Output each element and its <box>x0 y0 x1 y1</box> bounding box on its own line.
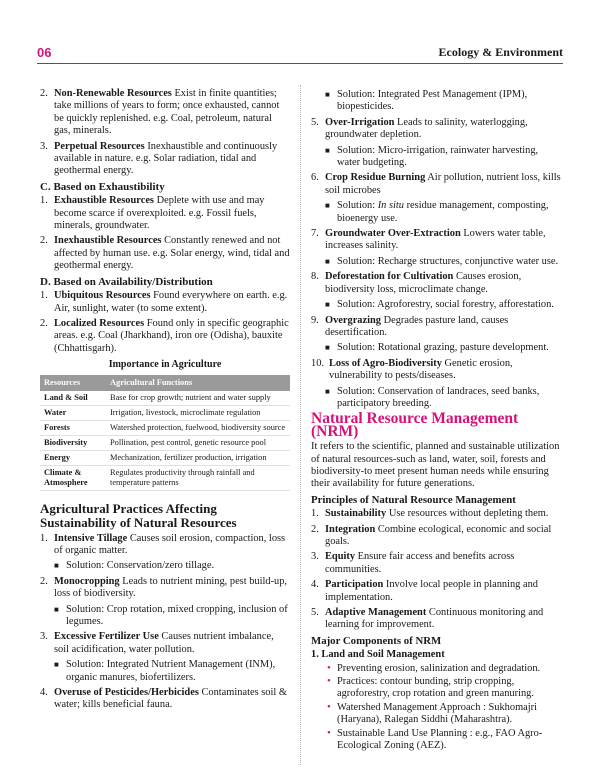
table-cell: Land & Soil <box>40 391 106 406</box>
solution-item: ■ Solution: Conservation/zero tillage. <box>54 560 215 572</box>
principles-heading: Principles of Natural Resource Management <box>311 493 516 506</box>
list-item: 8. Deforestation for Cultivation Causes erosion, biodiversity loss, microclimate change. <box>311 271 522 295</box>
table-cell: Climate & Atmosphere <box>40 465 106 490</box>
list-item: 5. Over-Irrigation Leads to salinity, waterlogging, groundwater depletion. <box>311 116 528 141</box>
list-item: 4. Participation Involve local people in planning and implementation. <box>311 579 538 603</box>
bullet-icon: ■ <box>54 561 59 571</box>
solution-item: ■ Solution: Conservation of landraces, seed banks, participatory breeding. <box>325 385 540 409</box>
list-item: 2. Monocropping Leads to nutrient mining, pest build-up, loss of biodiversity. <box>40 575 288 600</box>
list-item: 6. Crop Residue Burning Air pollution, nutrient loss, kills soil microbes <box>311 172 561 196</box>
list-item: 4. Overuse of Pesticides/Herbicides Contaminates soil & water; kills beneficial fauna. <box>40 687 287 711</box>
list-item: 10. Loss of Agro-Biodiversity Genetic erosion, vulnerability to pests/diseases. <box>311 357 513 382</box>
column-divider <box>300 85 301 765</box>
agricultural-practices-heading: Agricultural Practices Affecting Sustainability of Natural Resources <box>40 500 237 530</box>
table-cell: Forests <box>40 420 106 435</box>
table-cell: Biodiversity <box>40 435 106 450</box>
table-row <box>40 391 290 406</box>
table-row <box>40 465 290 490</box>
list-item: 7. Groundwater Over-Extraction Lowers water table, increases salinity. <box>311 228 546 252</box>
table-row <box>40 420 290 435</box>
list-item: 3. Perpetual Resources Inexhaustible and continuously available in nature. e.g. Solar radiation, tidal and geothermal energy. <box>40 140 278 177</box>
bullet-icon: ■ <box>325 201 330 211</box>
table-row <box>40 450 290 465</box>
list-item: 1. Exhaustible Resources Deplete with use and may become scarce if overexploited. e.g. Fossil fuels, minerals, groundwater. <box>40 195 265 232</box>
components-heading: Major Components of NRM <box>311 634 442 647</box>
list-item: 1. Ubiquitous Resources Found everywhere on earth. e.g. Air, sunlight, water (to some extent). <box>40 290 288 314</box>
component-point: • Practices: contour bunding, strip cropping, agroforestry, crop rotation and green manuring. <box>327 675 534 700</box>
list-item: 5. Adaptive Management Continuous monitoring and learning for improvement. <box>311 607 544 631</box>
bullet-icon: ■ <box>54 660 59 670</box>
bullet-icon: ■ <box>54 604 59 614</box>
page-number: 06 <box>37 45 52 60</box>
solution-item: ■ Solution: Rotational grazing, pasture development. <box>325 342 549 354</box>
solution-item: ■ Solution: Recharge structures, conjunctive water use. <box>325 255 559 267</box>
list-item: 1. Sustainability Use resources without depleting them. <box>311 508 549 520</box>
nrm-intro: It refers to the scientific, planned and sustainable utilization of natural resources-such as land, water, soil, forests and biodiversity-to meet present human needs while ensuring their availability for future generations. <box>311 441 560 490</box>
solution-item: ■ Solution: Micro-irrigation, rainwater harvesting, water budgeting. <box>325 144 539 169</box>
table-cell: Base for crop growth; nutrient and water supply <box>106 391 290 406</box>
bullet-icon: ■ <box>325 300 330 310</box>
section-heading-d: D. Based on Availability/Distribution <box>40 275 213 288</box>
list-item: 2. Non-Renewable Resources Exist in finite quantities; take millions of years to form; once exhausted, cannot be quickly replenished. e.g. Coal, petroleum, natural gas, minerals. <box>40 88 280 137</box>
table-cell: Irrigation, livestock, microclimate regulation <box>106 405 290 420</box>
solution-item: ■ Solution: Integrated Pest Management (IPM), biopesticides. <box>325 89 528 113</box>
table-cell: Mechanization, fertilizer production, irrigation <box>106 450 290 465</box>
list-item: 1. Intensive Tillage Causes soil erosion, compaction, loss of organic matter. <box>40 532 286 556</box>
table-row <box>40 435 290 450</box>
header-rule <box>37 63 563 64</box>
table-cell: Water <box>40 405 106 420</box>
table-caption: Importance in Agriculture <box>108 359 222 371</box>
list-item: 3. Excessive Fertilizer Use Causes nutrient imbalance, soil acidification, water pollution. <box>40 631 274 655</box>
right-column <box>311 88 561 754</box>
solution-item: ■ Solution: Integrated Nutrient Management (INM), organic manures, biofertilizers. <box>54 659 276 683</box>
table-header-row <box>40 375 290 391</box>
nrm-title: Natural Resource Management (NRM) <box>311 410 519 440</box>
bullet-icon: • <box>327 726 331 739</box>
component-point: • Sustainable Land Use Planning : e.g., FAO Agro-Ecological Zoning (AEZ). <box>327 726 543 752</box>
running-header-title: Ecology & Environment <box>438 45 563 59</box>
bullet-icon: • <box>327 700 331 713</box>
bullet-icon: • <box>327 661 331 674</box>
list-item: 9. Overgrazing Degrades pasture land, causes desertification. <box>311 314 509 338</box>
table-header-cell: Resources <box>40 375 106 391</box>
list-item: 2. Localized Resources Found only in specific geographic areas. e.g. Coal (Jharkhand), iron ore (Odisha), bauxite (Chhattisgarh). <box>40 317 289 354</box>
list-item: 2. Inexhaustible Resources Constantly renewed and not affected by human use. e.g. Solar energy, wind, tidal and geothermal energy. <box>40 235 290 272</box>
table-header-cell: Agricultural Functions <box>106 375 290 391</box>
bullet-icon: • <box>327 675 331 688</box>
bullet-icon: ■ <box>325 343 330 353</box>
bullet-icon: ■ <box>325 256 330 266</box>
agriculture-table <box>40 375 290 491</box>
solution-item: ■ Solution: Crop rotation, mixed cropping, inclusion of legumes. <box>54 603 288 627</box>
bullet-icon: ■ <box>325 386 330 396</box>
solution-item: ■ Solution: In situ residue management, composting, bioenergy use. <box>325 200 549 224</box>
solution-item: ■ Solution: Agroforestry, social forestry, afforestation. <box>325 299 554 311</box>
component-1-heading: 1. Land and Soil Management <box>311 649 445 661</box>
left-column <box>40 88 290 715</box>
table-cell: Watershed protection, fuelwood, biodiversity source <box>106 420 290 435</box>
bullet-icon: ■ <box>325 90 330 99</box>
bullet-icon: ■ <box>325 145 330 155</box>
table-cell: Energy <box>40 450 106 465</box>
component-point: • Watershed Management Approach : Sukhomajri (Haryana), Ralegan Siddhi (Maharashtra). <box>327 700 537 726</box>
table-cell: Pollination, pest control, genetic resource pool <box>106 435 290 450</box>
table-row <box>40 405 290 420</box>
section-heading-c: C. Based on Exhaustibility <box>40 180 165 193</box>
table-cell: Regulates productivity through rainfall and temperature patterns <box>106 465 290 490</box>
list-item: 3. Equity Ensure fair access and benefits across communities. <box>311 551 515 575</box>
list-item: 2. Integration Combine ecological, economic and social goals. <box>311 523 552 547</box>
component-point: • Preventing erosion, salinization and degradation. <box>327 661 541 674</box>
